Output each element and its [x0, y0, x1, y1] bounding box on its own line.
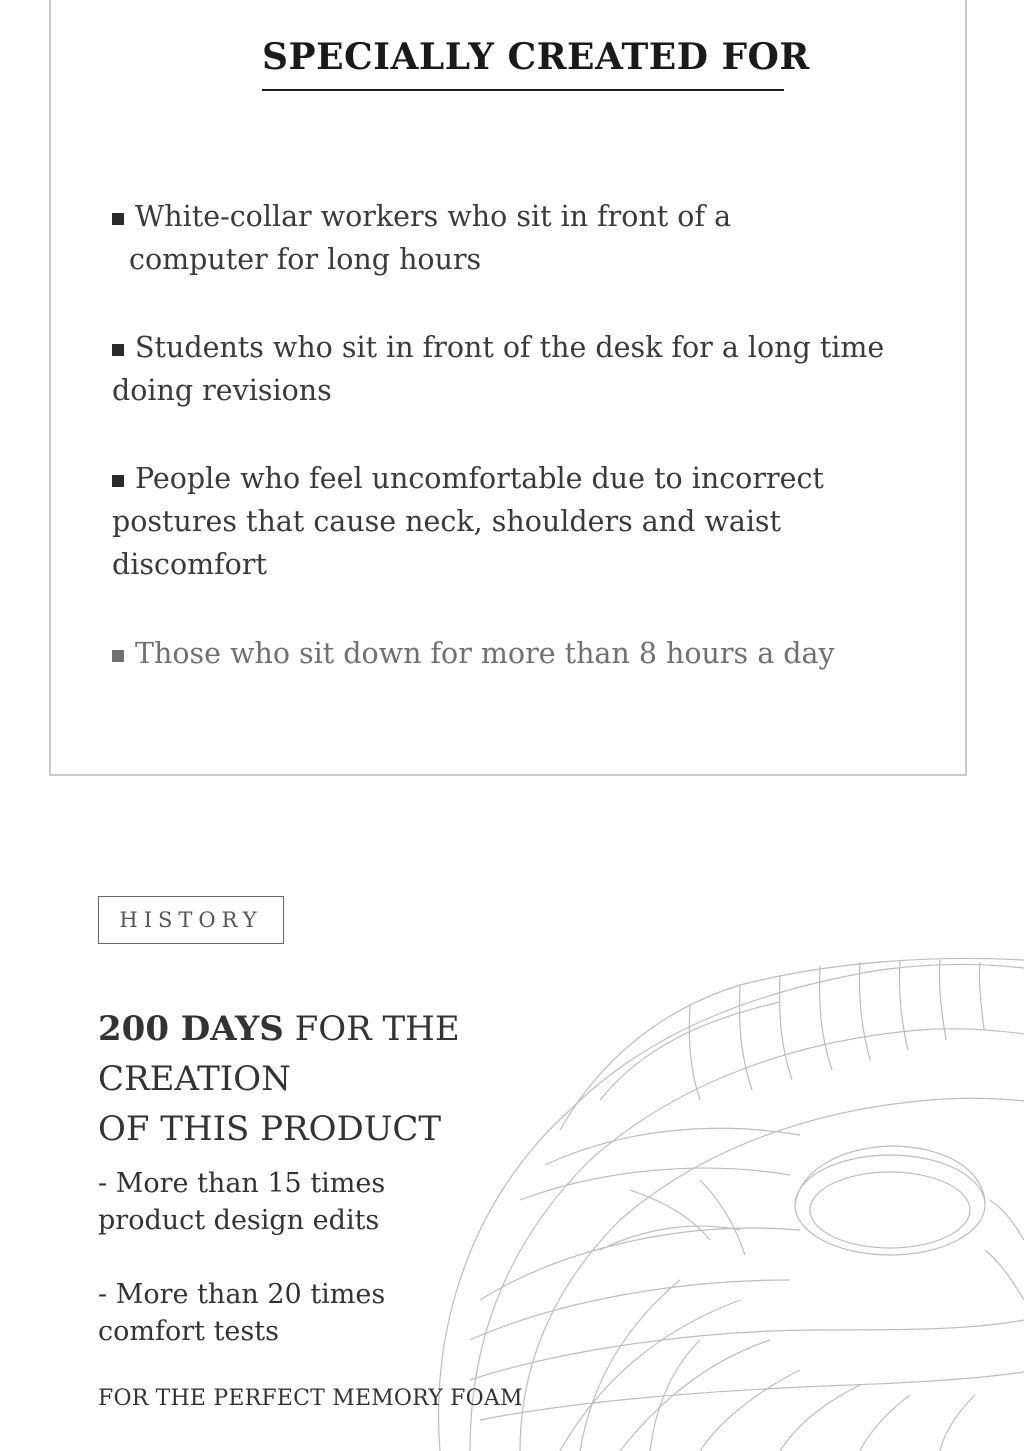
- title-underline: [262, 89, 784, 91]
- list-item-text: People who feel uncomfortable due to incorrect: [135, 462, 824, 495]
- section-title: SPECIALLY CREATED FOR: [262, 36, 810, 78]
- stat-line: - More than 15 times: [98, 1168, 386, 1199]
- list-item-text: Students who sit in front of the desk for a long time: [135, 331, 885, 364]
- list-item-text: postures that cause neck, shoulders and waist: [112, 505, 782, 538]
- list-item-text: discomfort: [112, 548, 267, 581]
- stat-line: comfort tests: [98, 1316, 279, 1347]
- list-item-text: computer for long hours: [129, 243, 482, 276]
- history-headline: [98, 1004, 658, 1154]
- headline-bold: 200 DAYS: [98, 1009, 284, 1049]
- stat-line: - More than 20 times: [98, 1279, 386, 1310]
- stat-line: product design edits: [98, 1205, 380, 1236]
- history-tag: HISTORY: [98, 896, 284, 944]
- square-bullet-icon: [112, 213, 124, 225]
- headline-text: FOR THE CREATION: [98, 1009, 460, 1099]
- headline-text: OF THIS PRODUCT: [98, 1109, 442, 1149]
- history-stat: [98, 1276, 478, 1350]
- list-item-text: White-collar workers who sit in front of a: [135, 200, 732, 233]
- footer-note: FOR THE PERFECT MEMORY FOAM: [98, 1386, 523, 1411]
- list-item: [112, 195, 922, 281]
- list-item-text: doing revisions: [112, 374, 332, 407]
- list-item: [112, 457, 922, 586]
- square-bullet-icon: [112, 344, 124, 356]
- square-bullet-icon: [112, 475, 124, 487]
- list-item: [112, 632, 922, 675]
- list-item-text: Those who sit down for more than 8 hours a day: [135, 637, 835, 670]
- list-item: [112, 326, 922, 412]
- history-stat: [98, 1165, 478, 1239]
- square-bullet-icon: [112, 650, 124, 662]
